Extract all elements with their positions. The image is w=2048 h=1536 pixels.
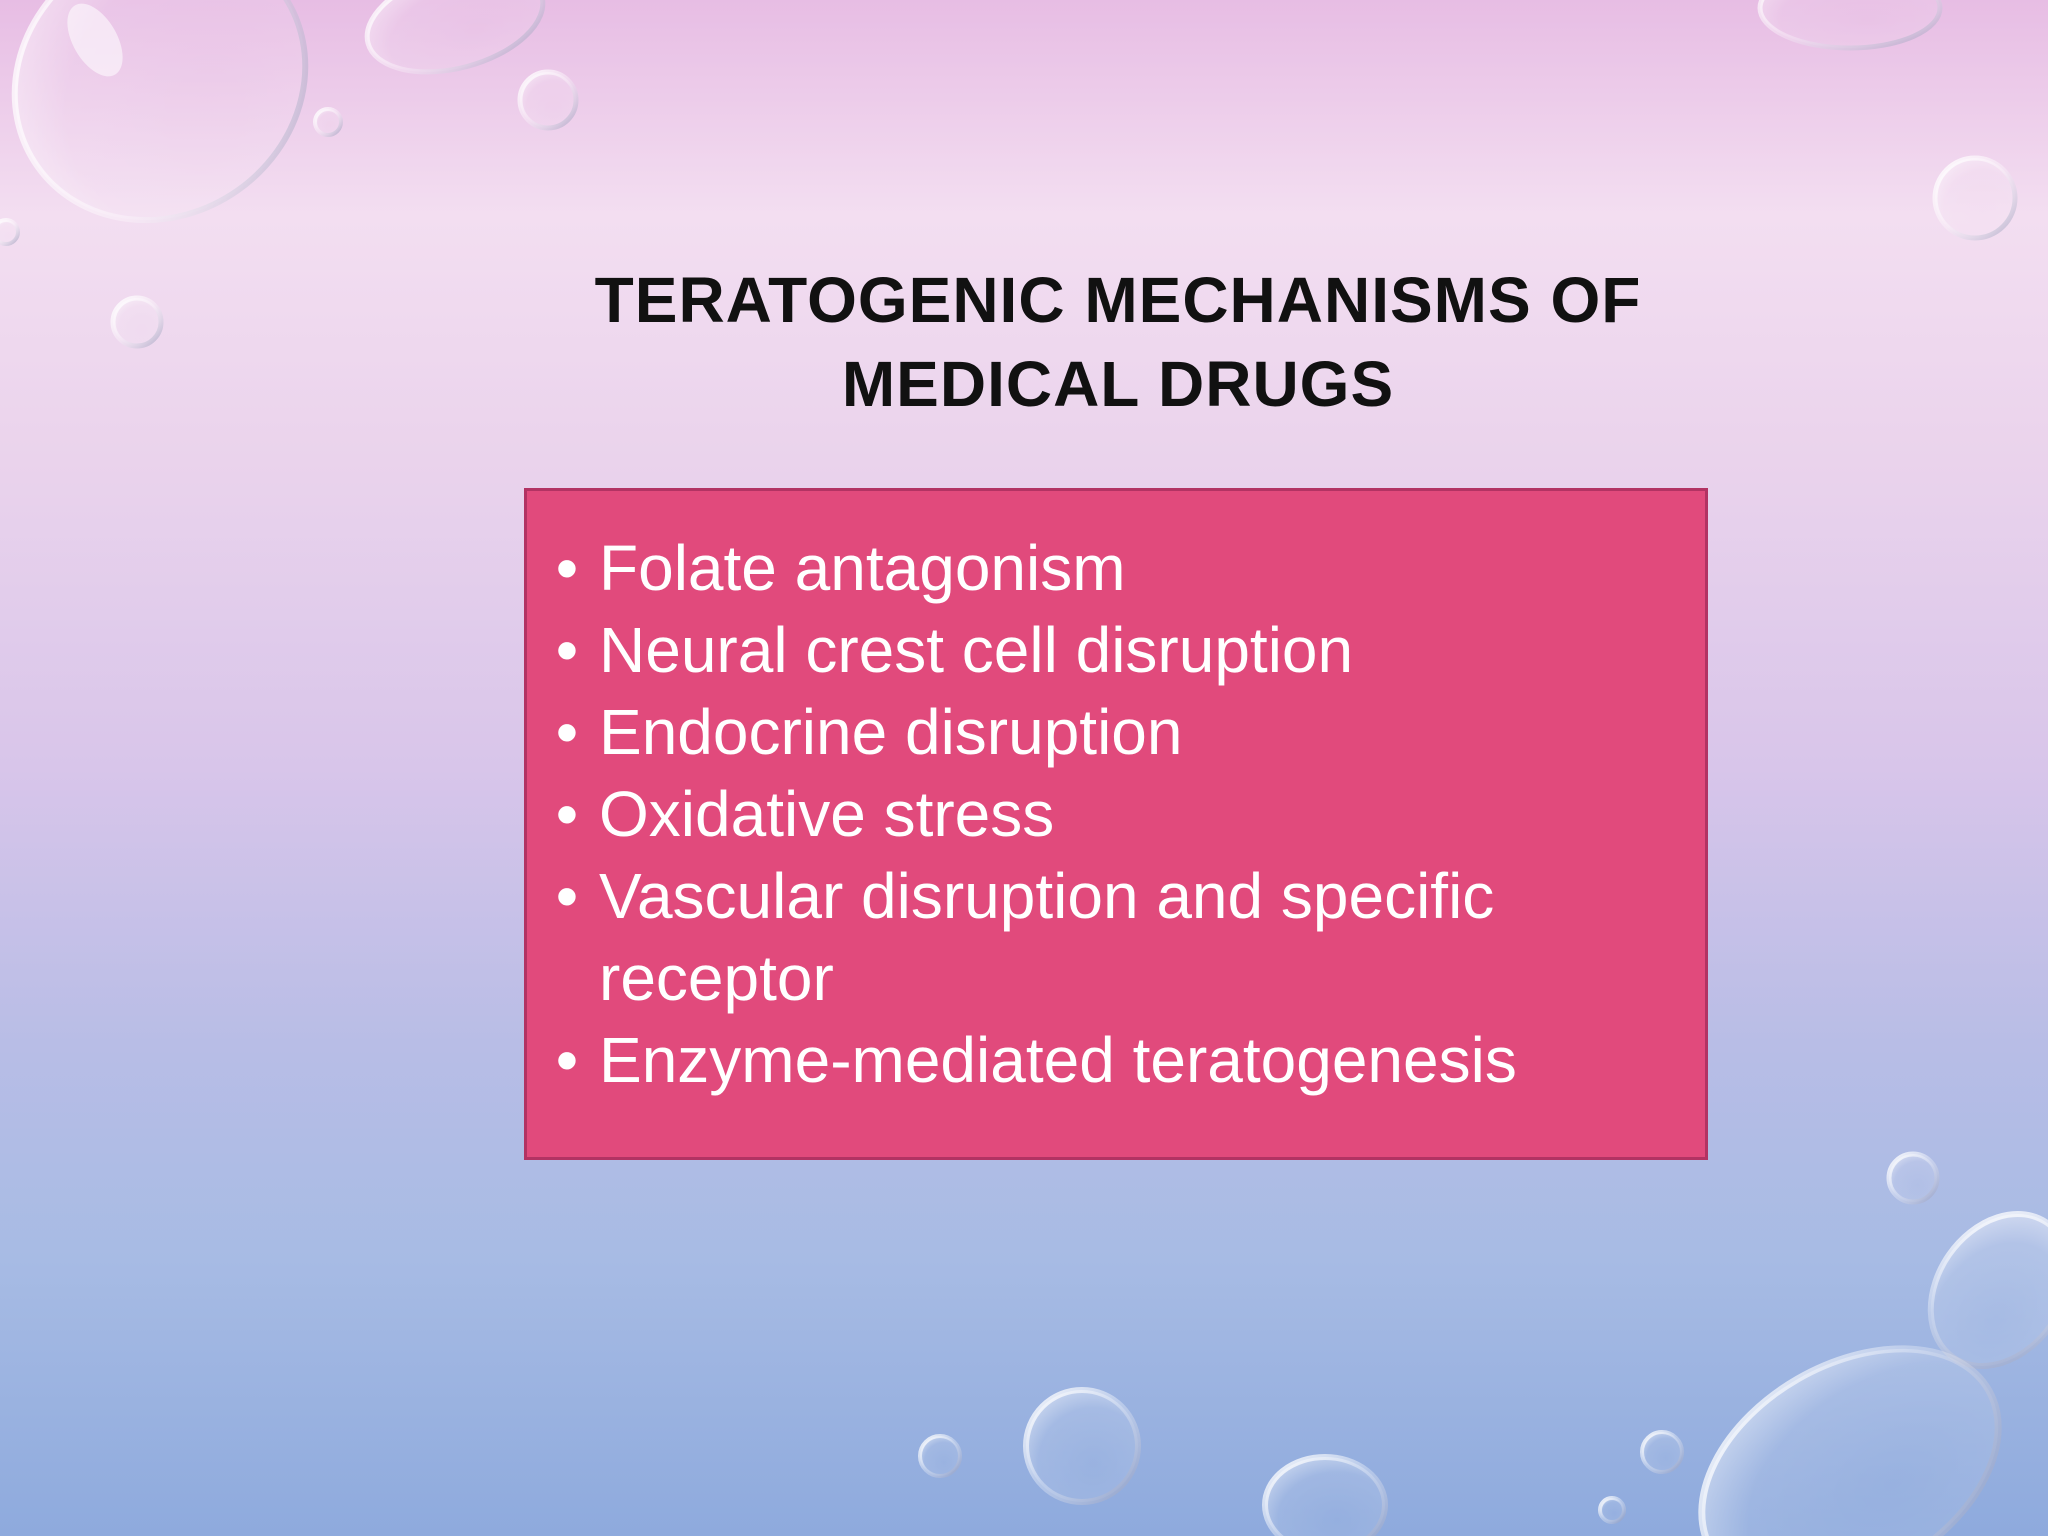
list-item [547, 527, 1665, 609]
list-item [547, 691, 1665, 773]
title-line-2: MEDICAL DRUGS [841, 348, 1395, 420]
title-line-1: TERATOGENIC MECHANISMS OF [594, 264, 1642, 336]
bullet-icon: • [555, 696, 579, 768]
list-item [547, 609, 1665, 691]
bullet-icon: • [555, 860, 579, 932]
slide-title [500, 258, 1736, 426]
bullet-icon: • [555, 1024, 579, 1096]
bullet-text: Neural crest cell disruption [599, 614, 1354, 686]
bullet-text: Folate antagonism [599, 532, 1126, 604]
list-item [547, 1019, 1665, 1101]
drop-top-left-2 [356, 0, 555, 90]
bullet-text: Oxidative stress [599, 778, 1055, 850]
bullet-text: Endocrine disruption [599, 696, 1183, 768]
bullet-text: Enzyme-mediated teratogenesis [599, 1024, 1517, 1096]
content-box [524, 488, 1708, 1160]
list-item [547, 855, 1665, 1019]
bullet-list [547, 527, 1665, 1101]
bullet-icon: • [555, 532, 579, 604]
drop-large-top-left [0, 0, 360, 277]
bullet-icon: • [555, 614, 579, 686]
bullet-icon: • [555, 778, 579, 850]
bullet-text: Vascular disruption and specific receptor [599, 860, 1495, 1014]
list-item [547, 773, 1665, 855]
